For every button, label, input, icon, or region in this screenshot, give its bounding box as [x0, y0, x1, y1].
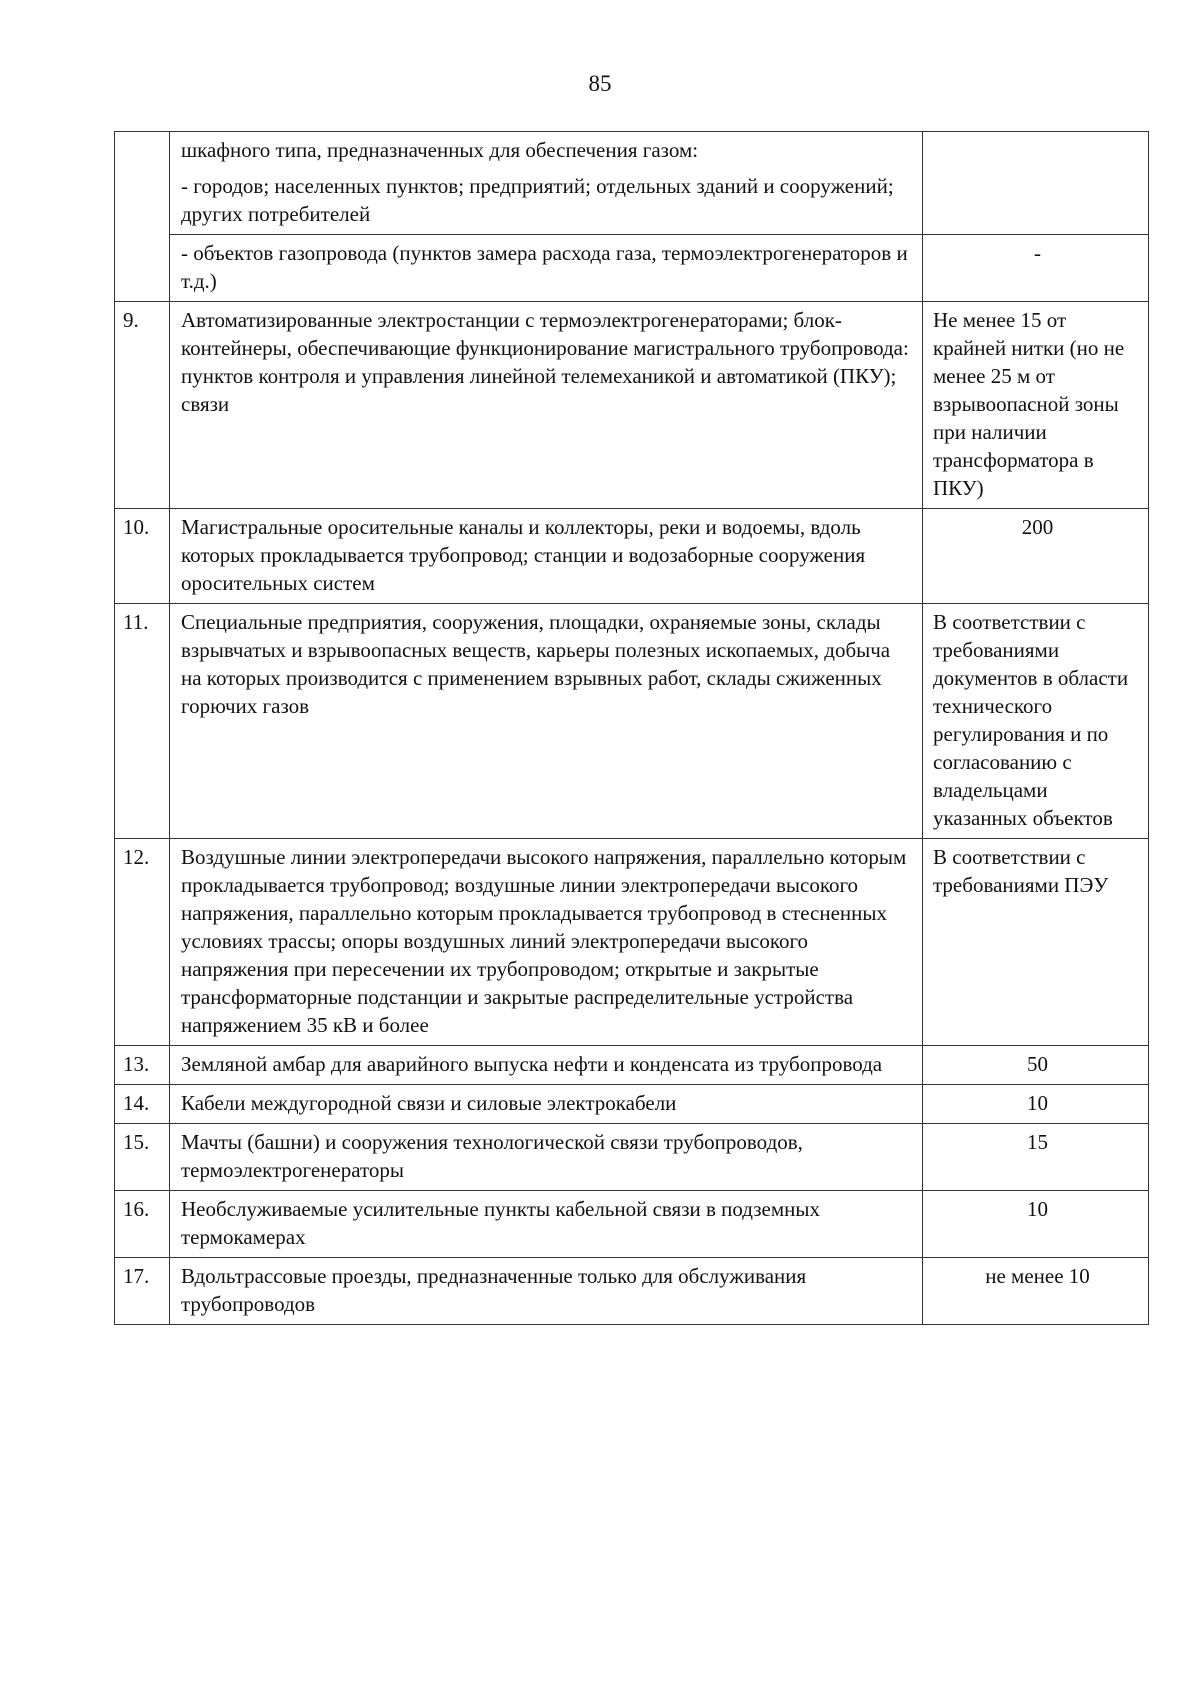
- object-description: Магистральные оросительные каналы и коллекторы, реки и водоемы, вдоль которых прокладывается трубопровод; станции и водозаборные сооружения оросительных систем: [181, 515, 866, 595]
- distance-table: [114, 131, 1149, 1325]
- table-row: [115, 302, 1149, 509]
- object-description-cell: [170, 604, 923, 839]
- row-number-cell: 9.: [115, 302, 170, 509]
- distance-cell: не менее 10: [923, 1258, 1149, 1325]
- object-description-cell: [170, 132, 923, 235]
- object-description: Воздушные линии электропередачи высокого напряжения, параллельно которым прокладывается трубопровод; воздушные линии электропередачи высокого напряжения, параллельно которым прокладывается трубопровод в стесненных условиях трассы; опоры воздушных линий электропередачи высокого напряжения при пересечении их трубопроводом; открытые и закрытые трансформаторные подстанции и закрытые распределительные устройства напряжением 35 кВ и более: [181, 845, 907, 1037]
- table-row: [115, 1085, 1149, 1124]
- table-row: [115, 509, 1149, 604]
- distance-cell: 10: [923, 1191, 1149, 1258]
- distance-cell: Не менее 15 от крайней нитки (но не менее 25 м от взрывоопасной зоны при наличии трансформатора в ПКУ): [923, 302, 1149, 509]
- object-description-cell: [170, 235, 923, 302]
- distance-cell: В соответствии с требованиями документов в области технического регулирования и по согласованию с владельцами указанных объектов: [923, 604, 1149, 839]
- object-description: - городов; населенных пунктов; предприятий; отдельных зданий и сооружений; других потребителей: [181, 174, 894, 226]
- object-description: Мачты (башни) и сооружения технологической связи трубопроводов, термоэлектрогенераторы: [181, 1130, 803, 1182]
- distance-cell: 15: [923, 1124, 1149, 1191]
- object-description: Кабели междугородной связи и силовые электрокабели: [181, 1091, 677, 1115]
- row-number-cell: [115, 132, 170, 302]
- object-description-cell: [170, 509, 923, 604]
- object-description-cell: [170, 1124, 923, 1191]
- row-number-cell: 14.: [115, 1085, 170, 1124]
- distance-cell: -: [923, 235, 1149, 302]
- object-description-cell: [170, 1085, 923, 1124]
- table-row: [115, 132, 1149, 235]
- page-number: 85: [588, 71, 612, 96]
- row-number-cell: 11.: [115, 604, 170, 839]
- object-description: шкафного типа, предназначенных для обеспечения газом:: [181, 138, 699, 162]
- row-number-cell: 12.: [115, 839, 170, 1046]
- table-row: [115, 1258, 1149, 1325]
- table-body: [115, 132, 1149, 1325]
- distance-cell: [923, 132, 1149, 235]
- object-description-cell: [170, 302, 923, 509]
- row-number-cell: 10.: [115, 509, 170, 604]
- table-row: [115, 839, 1149, 1046]
- table-row: [115, 1191, 1149, 1258]
- table-row: [115, 604, 1149, 839]
- distance-cell: 10: [923, 1085, 1149, 1124]
- table-row: [115, 1124, 1149, 1191]
- row-number-cell: 15.: [115, 1124, 170, 1191]
- distance-cell: 50: [923, 1046, 1149, 1085]
- object-description: Необслуживаемые усилительные пункты кабельной связи в подземных термокамерах: [181, 1197, 820, 1249]
- table-row: [115, 1046, 1149, 1085]
- object-description-cell: [170, 839, 923, 1046]
- object-description: Специальные предприятия, сооружения, площадки, охраняемые зоны, склады взрывчатых и взрывоопасных веществ, карьеры полезных ископаемых, добыча на которых производится с применением взрывных работ, склады сжиженных горючих газов: [181, 610, 891, 718]
- row-number-cell: 16.: [115, 1191, 170, 1258]
- object-description: Автоматизированные электростанции с термоэлектрогенераторами; блок-контейнеры, обеспечивающие функционирование магистрального трубопровода: пунктов контроля и управления линейной телемеханикой и автоматикой (ПКУ); связи: [181, 308, 909, 416]
- object-description-cell: [170, 1046, 923, 1085]
- object-description: - объектов газопровода (пунктов замера расхода газа, термоэлектрогенераторов и т.д.): [181, 241, 908, 293]
- object-description: Земляной амбар для аварийного выпуска нефти и конденсата из трубопровода: [181, 1052, 883, 1076]
- object-description-cell: [170, 1258, 923, 1325]
- distance-cell: 200: [923, 509, 1149, 604]
- object-description: Вдольтрассовые проезды, предназначенные только для обслуживания трубопроводов: [181, 1264, 807, 1316]
- table-row: [115, 235, 1149, 302]
- distance-cell: В соответствии с требованиями ПЭУ: [923, 839, 1149, 1046]
- row-number-cell: 13.: [115, 1046, 170, 1085]
- row-number-cell: 17.: [115, 1258, 170, 1325]
- object-description-cell: [170, 1191, 923, 1258]
